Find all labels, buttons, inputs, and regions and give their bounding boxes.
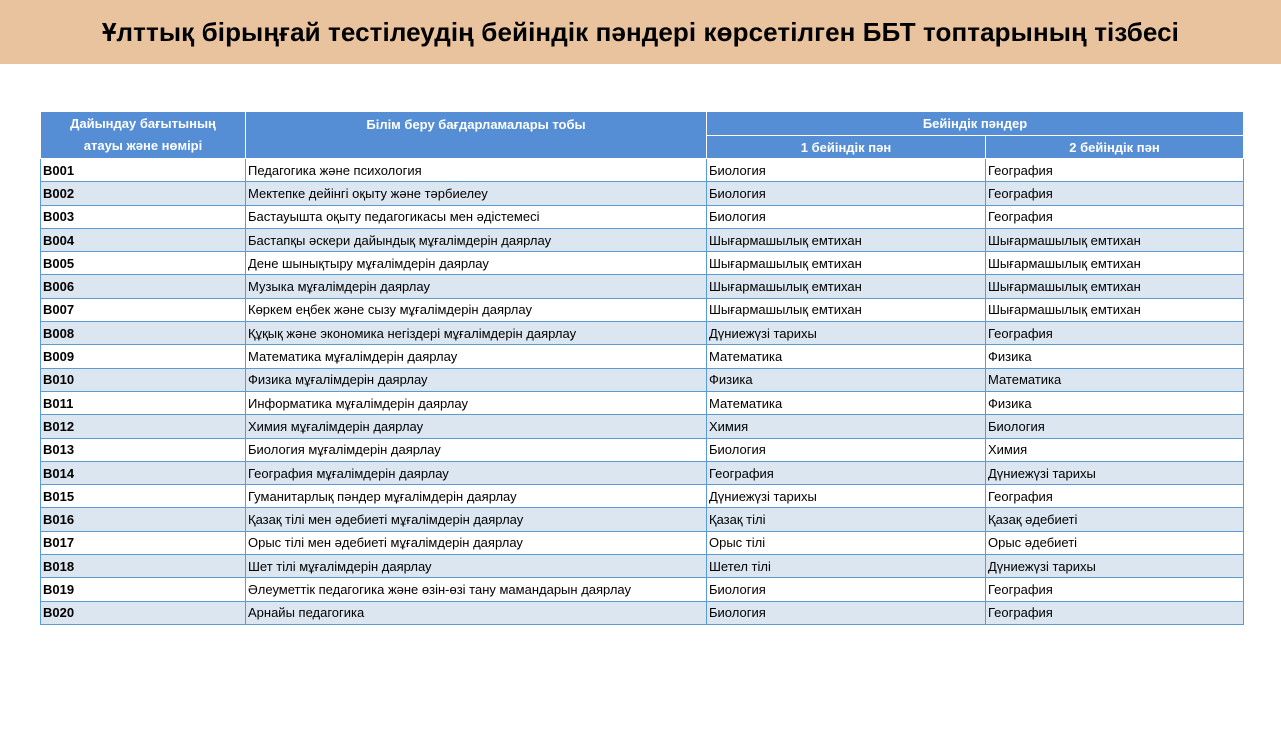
cell-code: B014 (41, 461, 246, 484)
table-row (41, 508, 1244, 531)
cell-code: B018 (41, 555, 246, 578)
cell-subject-2: Орыс әдебиеті (986, 531, 1244, 554)
cell-code: B020 (41, 601, 246, 624)
cell-program: Мектепке дейінгі оқыту және тәрбиелеу (246, 182, 707, 205)
cell-subject-1: Шығармашылық емтихан (707, 228, 986, 251)
cell-subject-2: География (986, 159, 1244, 182)
cell-program: Гуманитарлық пәндер мұғалімдерін даярлау (246, 485, 707, 508)
cell-subject-2: Қазақ әдебиеті (986, 508, 1244, 531)
cell-subject-1: Биология (707, 205, 986, 228)
table-row (41, 578, 1244, 601)
cell-program: Орыс тілі мен әдебиеті мұғалімдерін даярлау (246, 531, 707, 554)
cell-subject-1: Математика (707, 345, 986, 368)
cell-program: География мұғалімдерін даярлау (246, 461, 707, 484)
table-row (41, 228, 1244, 251)
cell-code: B015 (41, 485, 246, 508)
table-row (41, 275, 1244, 298)
table-row (41, 298, 1244, 321)
cell-subject-1: Химия (707, 415, 986, 438)
table-row (41, 531, 1244, 554)
table-row (41, 182, 1244, 205)
cell-program: Бастауышта оқыту педагогикасы мен әдістемесі (246, 205, 707, 228)
cell-program: Музыка мұғалімдерін даярлау (246, 275, 707, 298)
cell-subject-1: Шығармашылық емтихан (707, 275, 986, 298)
table-row (41, 485, 1244, 508)
cell-code: B004 (41, 228, 246, 251)
cell-code: B003 (41, 205, 246, 228)
cell-subject-2: География (986, 205, 1244, 228)
table-row (41, 415, 1244, 438)
table-row (41, 438, 1244, 461)
cell-subject-2: Химия (986, 438, 1244, 461)
cell-subject-2: Математика (986, 368, 1244, 391)
cell-subject-2: География (986, 601, 1244, 624)
cell-subject-1: Физика (707, 368, 986, 391)
cell-code: B006 (41, 275, 246, 298)
cell-program: Құқық және экономика негіздері мұғалімдерін даярлау (246, 322, 707, 345)
cell-subject-2: Шығармашылық емтихан (986, 252, 1244, 275)
cell-code: B008 (41, 322, 246, 345)
cell-subject-2: География (986, 578, 1244, 601)
cell-subject-1: Шығармашылық емтихан (707, 252, 986, 275)
cell-code: B016 (41, 508, 246, 531)
table-row (41, 205, 1244, 228)
header-profile-subjects: Бейіндік пәндер (707, 112, 1244, 136)
cell-program: Арнайы педагогика (246, 601, 707, 624)
table-row (41, 461, 1244, 484)
cell-subject-1: Биология (707, 601, 986, 624)
cell-program: Биология мұғалімдерін даярлау (246, 438, 707, 461)
cell-code: B005 (41, 252, 246, 275)
cell-code: B009 (41, 345, 246, 368)
table-body (41, 159, 1244, 625)
subjects-table (40, 111, 1244, 625)
table-row (41, 322, 1244, 345)
cell-subject-1: Биология (707, 182, 986, 205)
page-title: Ұлттық бірыңғай тестілеудің бейіндік пәндері көрсетілген ББТ топтарының тізбесі (102, 16, 1179, 47)
cell-program: Педагогика және психология (246, 159, 707, 182)
cell-subject-2: Физика (986, 345, 1244, 368)
cell-code: B011 (41, 391, 246, 414)
cell-code: B001 (41, 159, 246, 182)
table-header (41, 112, 1244, 159)
cell-subject-2: География (986, 322, 1244, 345)
cell-code: B002 (41, 182, 246, 205)
cell-subject-1: Дүниежүзі тарихы (707, 322, 986, 345)
header-direction-line1: Дайындау бағытының (70, 116, 216, 131)
cell-subject-1: Дүниежүзі тарихы (707, 485, 986, 508)
subjects-table-container (40, 111, 1243, 625)
header-direction-line2: атауы және нөмірі (83, 138, 203, 153)
cell-subject-1: Орыс тілі (707, 531, 986, 554)
cell-subject-2: География (986, 182, 1244, 205)
cell-subject-1: География (707, 461, 986, 484)
cell-code: B007 (41, 298, 246, 321)
cell-code: B012 (41, 415, 246, 438)
cell-subject-1: Шығармашылық емтихан (707, 298, 986, 321)
cell-program: Шет тілі мұғалімдерін даярлау (246, 555, 707, 578)
table-row (41, 555, 1244, 578)
cell-program: Математика мұғалімдерін даярлау (246, 345, 707, 368)
cell-subject-2: Шығармашылық емтихан (986, 275, 1244, 298)
cell-subject-2: География (986, 485, 1244, 508)
table-row (41, 252, 1244, 275)
cell-code: B013 (41, 438, 246, 461)
cell-program: Қазақ тілі мен әдебиеті мұғалімдерін даярлау (246, 508, 707, 531)
table-row (41, 345, 1244, 368)
cell-subject-1: Биология (707, 438, 986, 461)
cell-program: Информатика мұғалімдерін даярлау (246, 391, 707, 414)
cell-code: B010 (41, 368, 246, 391)
header-subject-1: 1 бейіндік пән (707, 136, 986, 159)
table-row (41, 601, 1244, 624)
cell-program: Физика мұғалімдерін даярлау (246, 368, 707, 391)
table-row (41, 391, 1244, 414)
title-banner (0, 0, 1281, 64)
table-row (41, 368, 1244, 391)
header-direction-name-number (41, 112, 246, 159)
cell-code: B019 (41, 578, 246, 601)
header-program-group: Білім беру бағдарламалары тобы (246, 112, 707, 159)
cell-program: Көркем еңбек және сызу мұғалімдерін даярлау (246, 298, 707, 321)
cell-subject-1: Қазақ тілі (707, 508, 986, 531)
cell-subject-1: Биология (707, 578, 986, 601)
cell-subject-2: Шығармашылық емтихан (986, 228, 1244, 251)
table-row (41, 159, 1244, 182)
cell-program: Дене шынықтыру мұғалімдерін даярлау (246, 252, 707, 275)
header-subject-2: 2 бейіндік пән (986, 136, 1244, 159)
cell-program: Химия мұғалімдерін даярлау (246, 415, 707, 438)
cell-subject-2: Дүниежүзі тарихы (986, 555, 1244, 578)
cell-subject-1: Шетел тілі (707, 555, 986, 578)
cell-code: B017 (41, 531, 246, 554)
cell-subject-2: Шығармашылық емтихан (986, 298, 1244, 321)
cell-program: Бастапқы әскери дайындық мұғалімдерін даярлау (246, 228, 707, 251)
cell-subject-2: Биология (986, 415, 1244, 438)
cell-subject-1: Математика (707, 391, 986, 414)
cell-program: Әлеуметтік педагогика және өзін-өзі тану мамандарын даярлау (246, 578, 707, 601)
cell-subject-1: Биология (707, 159, 986, 182)
cell-subject-2: Дүниежүзі тарихы (986, 461, 1244, 484)
cell-subject-2: Физика (986, 391, 1244, 414)
